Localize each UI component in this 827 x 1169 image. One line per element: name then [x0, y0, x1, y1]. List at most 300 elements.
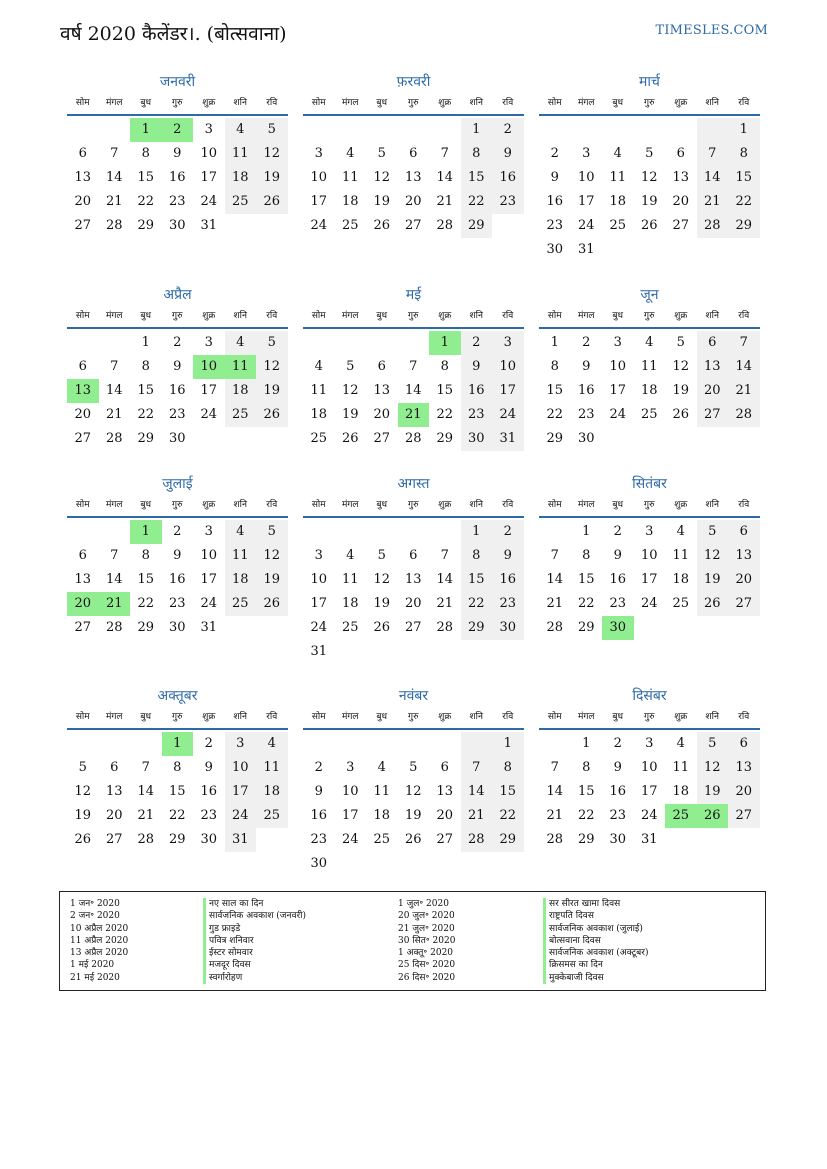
day-cell[interactable]: 8: [582, 760, 591, 775]
day-cell[interactable]: 22: [137, 407, 155, 422]
day-cell[interactable]: 21: [728, 379, 760, 403]
day-cell[interactable]: 16: [168, 572, 186, 587]
day-cell[interactable]: 15: [461, 568, 493, 592]
day-cell[interactable]: 3: [204, 335, 213, 350]
day-cell[interactable]: 30: [546, 242, 564, 257]
day-cell[interactable]: 19: [697, 568, 729, 592]
day-cell[interactable]: 21: [697, 190, 729, 214]
day-cell[interactable]: 29: [577, 620, 595, 635]
day-cell[interactable]: 15: [168, 784, 186, 799]
day-cell[interactable]: 20: [728, 780, 760, 804]
day-cell[interactable]: 10: [609, 359, 627, 374]
day-cell[interactable]: 8: [141, 146, 150, 161]
day-cell[interactable]: 15: [546, 383, 564, 398]
day-cell[interactable]: 3: [492, 331, 524, 355]
day-cell[interactable]: 17: [640, 572, 658, 587]
day-cell[interactable]: 10: [200, 548, 218, 563]
day-cell[interactable]: 21: [105, 407, 123, 422]
day-cell[interactable]: 30: [577, 431, 595, 446]
day-cell[interactable]: 11: [225, 544, 257, 568]
day-cell[interactable]: 1: [492, 732, 524, 756]
day-cell[interactable]: 28: [546, 832, 564, 847]
day-cell[interactable]: 19: [341, 407, 359, 422]
day-cell[interactable]: 27: [404, 218, 422, 233]
day-cell[interactable]: 28: [105, 431, 123, 446]
day-cell[interactable]: 8: [492, 756, 524, 780]
site-logo-text[interactable]: TIMESLES.COM: [655, 23, 768, 38]
day-cell[interactable]: 28: [728, 403, 760, 427]
day-cell[interactable]: 3: [645, 524, 654, 539]
day-cell[interactable]: 18: [341, 194, 359, 209]
day-cell[interactable]: 9: [314, 784, 323, 799]
day-cell[interactable]: 12: [341, 383, 359, 398]
day-cell[interactable]: 23: [200, 808, 218, 823]
day-cell[interactable]: 13: [74, 572, 92, 587]
day-cell[interactable]: 17: [341, 808, 359, 823]
day-cell[interactable]: 24: [200, 596, 218, 611]
day-cell[interactable]: 20: [67, 592, 99, 616]
day-cell[interactable]: 6: [676, 146, 685, 161]
day-cell[interactable]: 23: [492, 190, 524, 214]
day-cell[interactable]: 26: [74, 832, 92, 847]
day-cell[interactable]: 7: [110, 359, 119, 374]
day-cell[interactable]: 24: [577, 218, 595, 233]
day-cell[interactable]: 4: [676, 524, 685, 539]
day-cell[interactable]: 14: [137, 784, 155, 799]
day-cell[interactable]: 14: [436, 170, 454, 185]
day-cell[interactable]: 12: [256, 544, 288, 568]
day-cell[interactable]: 28: [436, 218, 454, 233]
day-cell[interactable]: 14: [546, 572, 564, 587]
day-cell[interactable]: 26: [640, 218, 658, 233]
day-cell[interactable]: 27: [105, 832, 123, 847]
day-cell[interactable]: 25: [341, 218, 359, 233]
day-cell[interactable]: 19: [74, 808, 92, 823]
day-cell[interactable]: 5: [78, 760, 87, 775]
day-cell[interactable]: 31: [492, 427, 524, 451]
day-cell[interactable]: 18: [225, 379, 257, 403]
day-cell[interactable]: 26: [404, 832, 422, 847]
day-cell[interactable]: 6: [78, 548, 87, 563]
day-cell[interactable]: 2: [173, 524, 182, 539]
day-cell[interactable]: 29: [546, 431, 564, 446]
day-cell[interactable]: 18: [310, 407, 328, 422]
day-cell[interactable]: 30: [492, 616, 524, 640]
day-cell[interactable]: 10: [225, 756, 257, 780]
day-cell[interactable]: 2: [582, 335, 591, 350]
day-cell[interactable]: 16: [461, 379, 493, 403]
day-cell[interactable]: 12: [74, 784, 92, 799]
day-cell[interactable]: 19: [256, 166, 288, 190]
day-cell[interactable]: 8: [728, 142, 760, 166]
day-cell[interactable]: 24: [225, 804, 257, 828]
day-cell[interactable]: 4: [225, 118, 257, 142]
day-cell[interactable]: 9: [582, 359, 591, 374]
day-cell[interactable]: 12: [373, 170, 391, 185]
day-cell[interactable]: 19: [697, 780, 729, 804]
day-cell[interactable]: 15: [137, 383, 155, 398]
day-cell[interactable]: 27: [404, 620, 422, 635]
day-cell[interactable]: 9: [492, 142, 524, 166]
day-cell[interactable]: 22: [492, 804, 524, 828]
day-cell[interactable]: 16: [492, 568, 524, 592]
day-cell[interactable]: 25: [341, 620, 359, 635]
day-cell[interactable]: 25: [225, 190, 257, 214]
day-cell[interactable]: 11: [672, 760, 690, 775]
day-cell[interactable]: 17: [200, 572, 218, 587]
day-cell[interactable]: 15: [492, 780, 524, 804]
day-cell[interactable]: 5: [377, 146, 386, 161]
day-cell[interactable]: 8: [141, 548, 150, 563]
day-cell[interactable]: 5: [645, 146, 654, 161]
day-cell[interactable]: 2: [204, 736, 213, 751]
day-cell[interactable]: 2: [492, 118, 524, 142]
day-cell[interactable]: 21: [546, 596, 564, 611]
day-cell[interactable]: 6: [440, 760, 449, 775]
day-cell[interactable]: 17: [200, 170, 218, 185]
day-cell[interactable]: 20: [436, 808, 454, 823]
day-cell[interactable]: 6: [728, 732, 760, 756]
day-cell[interactable]: 16: [492, 166, 524, 190]
day-cell[interactable]: 22: [728, 190, 760, 214]
day-cell[interactable]: 23: [461, 403, 493, 427]
day-cell[interactable]: 5: [697, 732, 729, 756]
day-cell[interactable]: 20: [404, 194, 422, 209]
day-cell[interactable]: 22: [546, 407, 564, 422]
day-cell[interactable]: 11: [256, 756, 288, 780]
day-cell[interactable]: 15: [436, 383, 454, 398]
day-cell[interactable]: 10: [492, 355, 524, 379]
day-cell[interactable]: 30: [461, 427, 493, 451]
day-cell[interactable]: 1: [162, 732, 194, 756]
day-cell[interactable]: 14: [546, 784, 564, 799]
day-cell[interactable]: 9: [204, 760, 213, 775]
day-cell[interactable]: 23: [492, 592, 524, 616]
day-cell[interactable]: 8: [141, 359, 150, 374]
day-cell[interactable]: 21: [436, 596, 454, 611]
day-cell[interactable]: 10: [640, 760, 658, 775]
day-cell[interactable]: 30: [609, 832, 627, 847]
day-cell[interactable]: 31: [640, 832, 658, 847]
day-cell[interactable]: 4: [225, 520, 257, 544]
day-cell[interactable]: 31: [225, 828, 257, 852]
day-cell[interactable]: 7: [440, 548, 449, 563]
day-cell[interactable]: 24: [609, 407, 627, 422]
day-cell[interactable]: 15: [728, 166, 760, 190]
day-cell[interactable]: 10: [193, 355, 225, 379]
day-cell[interactable]: 7: [550, 548, 559, 563]
day-cell[interactable]: 2: [550, 146, 559, 161]
day-cell[interactable]: 29: [728, 214, 760, 238]
day-cell[interactable]: 12: [672, 359, 690, 374]
day-cell[interactable]: 24: [200, 407, 218, 422]
day-cell[interactable]: 15: [577, 784, 595, 799]
day-cell[interactable]: 31: [200, 218, 218, 233]
day-cell[interactable]: 15: [577, 572, 595, 587]
day-cell[interactable]: 25: [225, 592, 257, 616]
day-cell[interactable]: 26: [697, 592, 729, 616]
day-cell[interactable]: 22: [137, 596, 155, 611]
day-cell[interactable]: 25: [609, 218, 627, 233]
day-cell[interactable]: 12: [697, 544, 729, 568]
day-cell[interactable]: 26: [341, 431, 359, 446]
day-cell[interactable]: 9: [550, 170, 559, 185]
day-cell[interactable]: 1: [429, 331, 461, 355]
day-cell[interactable]: 4: [645, 335, 654, 350]
day-cell[interactable]: 10: [640, 548, 658, 563]
day-cell[interactable]: 7: [110, 146, 119, 161]
day-cell[interactable]: 29: [168, 832, 186, 847]
day-cell[interactable]: 18: [341, 596, 359, 611]
day-cell[interactable]: 27: [436, 832, 454, 847]
day-cell[interactable]: 1: [728, 118, 760, 142]
day-cell[interactable]: 28: [105, 620, 123, 635]
day-cell[interactable]: 23: [546, 218, 564, 233]
day-cell[interactable]: 8: [461, 544, 493, 568]
day-cell[interactable]: 26: [697, 804, 729, 828]
day-cell[interactable]: 10: [200, 146, 218, 161]
day-cell[interactable]: 11: [609, 170, 627, 185]
day-cell[interactable]: 13: [105, 784, 123, 799]
day-cell[interactable]: 10: [310, 572, 328, 587]
day-cell[interactable]: 22: [577, 808, 595, 823]
day-cell[interactable]: 6: [110, 760, 119, 775]
day-cell[interactable]: 12: [697, 756, 729, 780]
day-cell[interactable]: 3: [613, 335, 622, 350]
day-cell[interactable]: 16: [609, 784, 627, 799]
day-cell[interactable]: 18: [225, 568, 257, 592]
day-cell[interactable]: 16: [168, 170, 186, 185]
day-cell[interactable]: 3: [346, 760, 355, 775]
day-cell[interactable]: 20: [105, 808, 123, 823]
day-cell[interactable]: 20: [373, 407, 391, 422]
day-cell[interactable]: 19: [640, 194, 658, 209]
day-cell[interactable]: 14: [105, 572, 123, 587]
day-cell[interactable]: 19: [672, 383, 690, 398]
day-cell[interactable]: 14: [436, 572, 454, 587]
day-cell[interactable]: 28: [137, 832, 155, 847]
day-cell[interactable]: 12: [256, 142, 288, 166]
day-cell[interactable]: 23: [168, 407, 186, 422]
day-cell[interactable]: 12: [373, 572, 391, 587]
day-cell[interactable]: 10: [577, 170, 595, 185]
day-cell[interactable]: 29: [137, 218, 155, 233]
day-cell[interactable]: 19: [373, 596, 391, 611]
day-cell[interactable]: 21: [105, 194, 123, 209]
day-cell[interactable]: 17: [492, 379, 524, 403]
day-cell[interactable]: 23: [168, 194, 186, 209]
day-cell[interactable]: 26: [373, 218, 391, 233]
day-cell[interactable]: 27: [728, 592, 760, 616]
day-cell[interactable]: 29: [137, 431, 155, 446]
day-cell[interactable]: 3: [582, 146, 591, 161]
day-cell[interactable]: 19: [256, 568, 288, 592]
day-cell[interactable]: 16: [310, 808, 328, 823]
day-cell[interactable]: 6: [78, 359, 87, 374]
day-cell[interactable]: 17: [200, 383, 218, 398]
day-cell[interactable]: 17: [310, 596, 328, 611]
day-cell[interactable]: 11: [310, 383, 328, 398]
day-cell[interactable]: 2: [613, 736, 622, 751]
day-cell[interactable]: 13: [67, 379, 99, 403]
day-cell[interactable]: 14: [461, 780, 493, 804]
day-cell[interactable]: 4: [613, 146, 622, 161]
day-cell[interactable]: 19: [404, 808, 422, 823]
day-cell[interactable]: 5: [256, 520, 288, 544]
day-cell[interactable]: 9: [173, 359, 182, 374]
day-cell[interactable]: 16: [577, 383, 595, 398]
day-cell[interactable]: 26: [256, 403, 288, 427]
day-cell[interactable]: 25: [256, 804, 288, 828]
day-cell[interactable]: 29: [461, 214, 493, 238]
day-cell[interactable]: 13: [672, 170, 690, 185]
day-cell[interactable]: 20: [697, 379, 729, 403]
day-cell[interactable]: 27: [728, 804, 760, 828]
day-cell[interactable]: 29: [577, 832, 595, 847]
day-cell[interactable]: 21: [546, 808, 564, 823]
day-cell[interactable]: 3: [645, 736, 654, 751]
day-cell[interactable]: 18: [373, 808, 391, 823]
day-cell[interactable]: 16: [609, 572, 627, 587]
day-cell[interactable]: 28: [404, 431, 422, 446]
day-cell[interactable]: 9: [613, 548, 622, 563]
day-cell[interactable]: 30: [168, 620, 186, 635]
day-cell[interactable]: 7: [550, 760, 559, 775]
day-cell[interactable]: 31: [577, 242, 595, 257]
day-cell[interactable]: 6: [377, 359, 386, 374]
day-cell[interactable]: 30: [168, 218, 186, 233]
day-cell[interactable]: 27: [74, 431, 92, 446]
day-cell[interactable]: 11: [225, 142, 257, 166]
day-cell[interactable]: 3: [314, 548, 323, 563]
day-cell[interactable]: 3: [225, 732, 257, 756]
day-cell[interactable]: 2: [314, 760, 323, 775]
day-cell[interactable]: 15: [137, 572, 155, 587]
day-cell[interactable]: 1: [550, 335, 559, 350]
day-cell[interactable]: 5: [697, 520, 729, 544]
day-cell[interactable]: 3: [204, 122, 213, 137]
day-cell[interactable]: 29: [436, 431, 454, 446]
day-cell[interactable]: 30: [168, 431, 186, 446]
day-cell[interactable]: 1: [130, 520, 162, 544]
day-cell[interactable]: 10: [310, 170, 328, 185]
day-cell[interactable]: 28: [697, 214, 729, 238]
day-cell[interactable]: 14: [105, 170, 123, 185]
day-cell[interactable]: 13: [404, 572, 422, 587]
day-cell[interactable]: 24: [200, 194, 218, 209]
day-cell[interactable]: 4: [346, 548, 355, 563]
day-cell[interactable]: 30: [310, 856, 328, 871]
day-cell[interactable]: 9: [461, 355, 493, 379]
day-cell[interactable]: 1: [582, 524, 591, 539]
day-cell[interactable]: 23: [609, 808, 627, 823]
day-cell[interactable]: 17: [577, 194, 595, 209]
day-cell[interactable]: 20: [728, 568, 760, 592]
day-cell[interactable]: 26: [373, 620, 391, 635]
day-cell[interactable]: 10: [341, 784, 359, 799]
day-cell[interactable]: 9: [173, 548, 182, 563]
day-cell[interactable]: 29: [137, 620, 155, 635]
day-cell[interactable]: 19: [373, 194, 391, 209]
day-cell[interactable]: 4: [377, 760, 386, 775]
day-cell[interactable]: 4: [676, 736, 685, 751]
day-cell[interactable]: 22: [461, 190, 493, 214]
day-cell[interactable]: 2: [613, 524, 622, 539]
day-cell[interactable]: 22: [137, 194, 155, 209]
day-cell[interactable]: 31: [310, 644, 328, 659]
day-cell[interactable]: 7: [110, 548, 119, 563]
day-cell[interactable]: 13: [373, 383, 391, 398]
day-cell[interactable]: 1: [461, 118, 493, 142]
day-cell[interactable]: 21: [99, 592, 131, 616]
day-cell[interactable]: 12: [404, 784, 422, 799]
day-cell[interactable]: 5: [377, 548, 386, 563]
day-cell[interactable]: 31: [200, 620, 218, 635]
day-cell[interactable]: 14: [728, 355, 760, 379]
day-cell[interactable]: 25: [665, 804, 697, 828]
day-cell[interactable]: 21: [436, 194, 454, 209]
day-cell[interactable]: 11: [373, 784, 391, 799]
day-cell[interactable]: 13: [697, 355, 729, 379]
day-cell[interactable]: 6: [409, 548, 418, 563]
day-cell[interactable]: 22: [436, 407, 454, 422]
day-cell[interactable]: 28: [546, 620, 564, 635]
day-cell[interactable]: 24: [310, 620, 328, 635]
day-cell[interactable]: 20: [74, 194, 92, 209]
day-cell[interactable]: 11: [672, 548, 690, 563]
day-cell[interactable]: 24: [310, 218, 328, 233]
day-cell[interactable]: 21: [398, 403, 430, 427]
day-cell[interactable]: 6: [728, 520, 760, 544]
day-cell[interactable]: 13: [728, 756, 760, 780]
day-cell[interactable]: 28: [461, 828, 493, 852]
day-cell[interactable]: 25: [310, 431, 328, 446]
day-cell[interactable]: 2: [492, 520, 524, 544]
day-cell[interactable]: 21: [461, 804, 493, 828]
day-cell[interactable]: 18: [672, 572, 690, 587]
day-cell[interactable]: 29: [492, 828, 524, 852]
day-cell[interactable]: 7: [141, 760, 150, 775]
day-cell[interactable]: 27: [74, 620, 92, 635]
day-cell[interactable]: 27: [373, 431, 391, 446]
day-cell[interactable]: 1: [582, 736, 591, 751]
day-cell[interactable]: 8: [582, 548, 591, 563]
day-cell[interactable]: 20: [74, 407, 92, 422]
day-cell[interactable]: 6: [78, 146, 87, 161]
day-cell[interactable]: 11: [225, 355, 257, 379]
day-cell[interactable]: 7: [409, 359, 418, 374]
day-cell[interactable]: 3: [204, 524, 213, 539]
day-cell[interactable]: 18: [225, 166, 257, 190]
day-cell[interactable]: 16: [546, 194, 564, 209]
day-cell[interactable]: 24: [640, 596, 658, 611]
day-cell[interactable]: 5: [676, 335, 685, 350]
day-cell[interactable]: 26: [256, 190, 288, 214]
day-cell[interactable]: 24: [640, 808, 658, 823]
day-cell[interactable]: 11: [640, 359, 658, 374]
day-cell[interactable]: 14: [697, 166, 729, 190]
day-cell[interactable]: 4: [256, 732, 288, 756]
day-cell[interactable]: 17: [609, 383, 627, 398]
day-cell[interactable]: 27: [672, 218, 690, 233]
day-cell[interactable]: 1: [461, 520, 493, 544]
day-cell[interactable]: 3: [314, 146, 323, 161]
day-cell[interactable]: 19: [256, 379, 288, 403]
day-cell[interactable]: 20: [672, 194, 690, 209]
day-cell[interactable]: 23: [577, 407, 595, 422]
day-cell[interactable]: 20: [404, 596, 422, 611]
day-cell[interactable]: 16: [168, 383, 186, 398]
